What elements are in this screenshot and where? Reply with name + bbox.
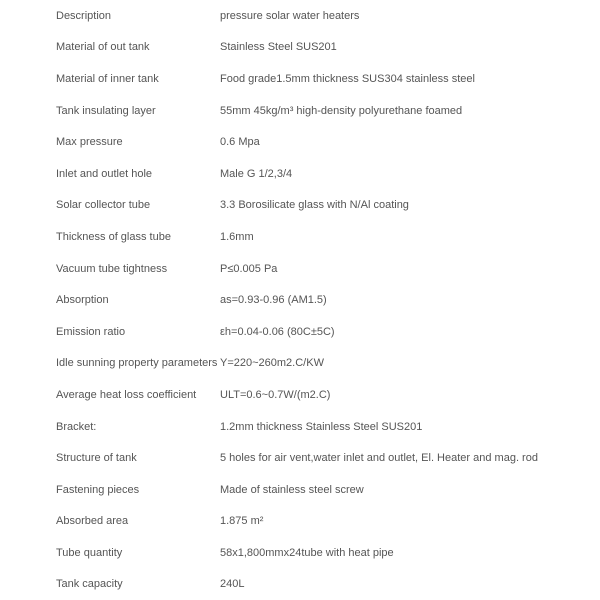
spec-row-structure-of-tank [0, 442, 600, 474]
spec-value: 240L [220, 578, 245, 591]
spec-value: Y=220~260m2.C/KW [220, 357, 324, 370]
spec-row-tank-capacity [0, 569, 600, 600]
spec-value: εh=0.04-0.06 (80C±5C) [220, 325, 335, 338]
spec-value: 3.3 Borosilicate glass with N/Al coating [220, 199, 409, 212]
spec-label: Tube quantity [56, 546, 123, 559]
spec-label: Structure of tank [56, 452, 137, 465]
spec-value: pressure solar water heaters [220, 9, 360, 22]
spec-label: Average heat loss coefficient [56, 388, 197, 401]
spec-label: Emission ratio [56, 325, 126, 338]
spec-row-idle-sunning-parameters [0, 348, 600, 380]
spec-row-fastening-pieces [0, 474, 600, 506]
spec-row-vacuum-tube-tightness [0, 253, 600, 285]
spec-value: Food grade1.5mm thickness SUS304 stainless steel [220, 72, 475, 85]
spec-value: 5 holes for air vent,water inlet and outlet, El. Heater and mag. rod [220, 452, 538, 465]
spec-row-bracket [0, 411, 600, 443]
spec-row-solar-collector-tube [0, 190, 600, 222]
spec-value: Made of stainless steel screw [220, 483, 364, 496]
spec-row-max-pressure [0, 126, 600, 158]
spec-label: Absorbed area [56, 515, 129, 528]
spec-label: Tank insulating layer [56, 104, 156, 117]
spec-row-material-out-tank [0, 32, 600, 64]
spec-row-heat-loss-coefficient [0, 379, 600, 411]
spec-label: Fastening pieces [56, 483, 140, 496]
spec-row-absorbed-area [0, 506, 600, 538]
spec-row-inlet-outlet-hole [0, 158, 600, 190]
spec-value: 58x1,800mmx24tube with heat pipe [220, 546, 394, 559]
spec-row-glass-tube-thickness [0, 221, 600, 253]
spec-value: Male G 1/2,3/4 [220, 167, 293, 180]
spec-row-absorption [0, 284, 600, 316]
spec-label: Thickness of glass tube [56, 230, 171, 243]
spec-label: Inlet and outlet hole [56, 167, 153, 180]
spec-label: Material of out tank [56, 41, 150, 54]
spec-label: Material of inner tank [56, 72, 159, 85]
spec-label: Absorption [56, 294, 109, 307]
spec-label: Idle sunning property parameters [56, 357, 218, 370]
spec-row-tube-quantity [0, 537, 600, 569]
spec-value: 1.6mm [220, 230, 254, 243]
spec-row-tank-insulating-layer [0, 95, 600, 127]
spec-label: Solar collector tube [56, 199, 151, 212]
spec-row-description [0, 0, 600, 32]
spec-value: P≤0.005 Pa [220, 262, 278, 275]
spec-label: Tank capacity [56, 578, 123, 591]
spec-value: as=0.93-0.96 (AM1.5) [220, 294, 327, 307]
spec-value: Stainless Steel SUS201 [220, 41, 337, 54]
spec-row-emission-ratio [0, 316, 600, 348]
spec-value: 0.6 Mpa [220, 136, 260, 149]
spec-value: 1.2mm thickness Stainless Steel SUS201 [220, 420, 423, 433]
spec-row-material-inner-tank [0, 63, 600, 95]
spec-label: Vacuum tube tightness [56, 262, 168, 275]
spec-label: Description [56, 9, 112, 22]
spec-value: 55mm 45kg/m³ high-density polyurethane foamed [220, 104, 463, 117]
spec-value: ULT=0.6~0.7W/(m2.C) [220, 388, 331, 401]
spec-value: 1.875 m² [220, 515, 264, 528]
spec-label: Bracket: [56, 420, 97, 433]
spec-label: Max pressure [56, 136, 123, 149]
